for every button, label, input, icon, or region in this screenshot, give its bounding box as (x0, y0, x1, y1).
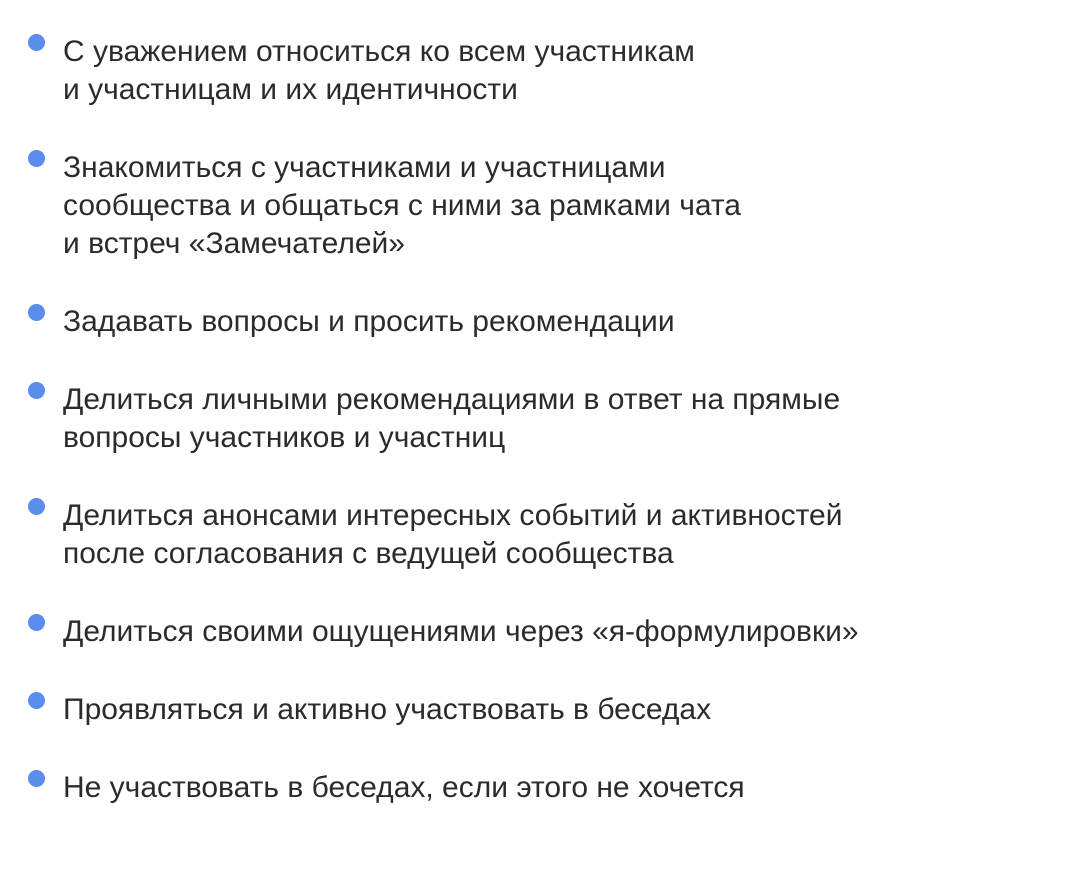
item-text-line: после согласования с ведущей сообщества (63, 537, 674, 570)
item-text-line: Делиться анонсами интересных событий и активностей (63, 499, 843, 532)
bullet-dot-icon (28, 692, 45, 709)
list-item (0, 691, 920, 729)
bullet-dot-icon (28, 770, 45, 787)
list-item (0, 303, 920, 341)
item-text-line: Задавать вопросы и просить рекомендации (63, 305, 675, 338)
item-text-line: и встреч «Замечателей» (63, 227, 405, 260)
bullet-dot-icon (28, 498, 45, 515)
item-text-line: Не участвовать в беседах, если этого не хочется (63, 771, 745, 804)
bullet-dot-icon (28, 304, 45, 321)
bullet-dot-icon (28, 382, 45, 399)
list-item (0, 497, 920, 573)
list-item (0, 769, 920, 807)
bullet-dot-icon (28, 150, 45, 167)
item-text-line: и участницам и их идентичности (63, 73, 518, 106)
bullet-dot-icon (28, 34, 45, 51)
item-text-line: Делиться своими ощущениями через «я-формулировки» (63, 615, 859, 648)
item-text-line: Делиться личными рекомендациями в ответ на прямые (63, 383, 841, 416)
list-item (0, 613, 920, 651)
item-text-line: С уважением относиться ко всем участникам (63, 35, 695, 68)
item-text-line: вопросы участников и участниц (63, 421, 506, 454)
item-text-line: Проявляться и активно участвовать в беседах (63, 693, 712, 726)
bullet-dot-icon (28, 614, 45, 631)
list-item (0, 381, 920, 457)
list-item (0, 149, 920, 263)
item-text-line: сообщества и общаться с ними за рамками чата (63, 189, 741, 222)
list-item (0, 33, 920, 109)
item-text-line: Знакомиться с участниками и участницами (63, 151, 666, 184)
